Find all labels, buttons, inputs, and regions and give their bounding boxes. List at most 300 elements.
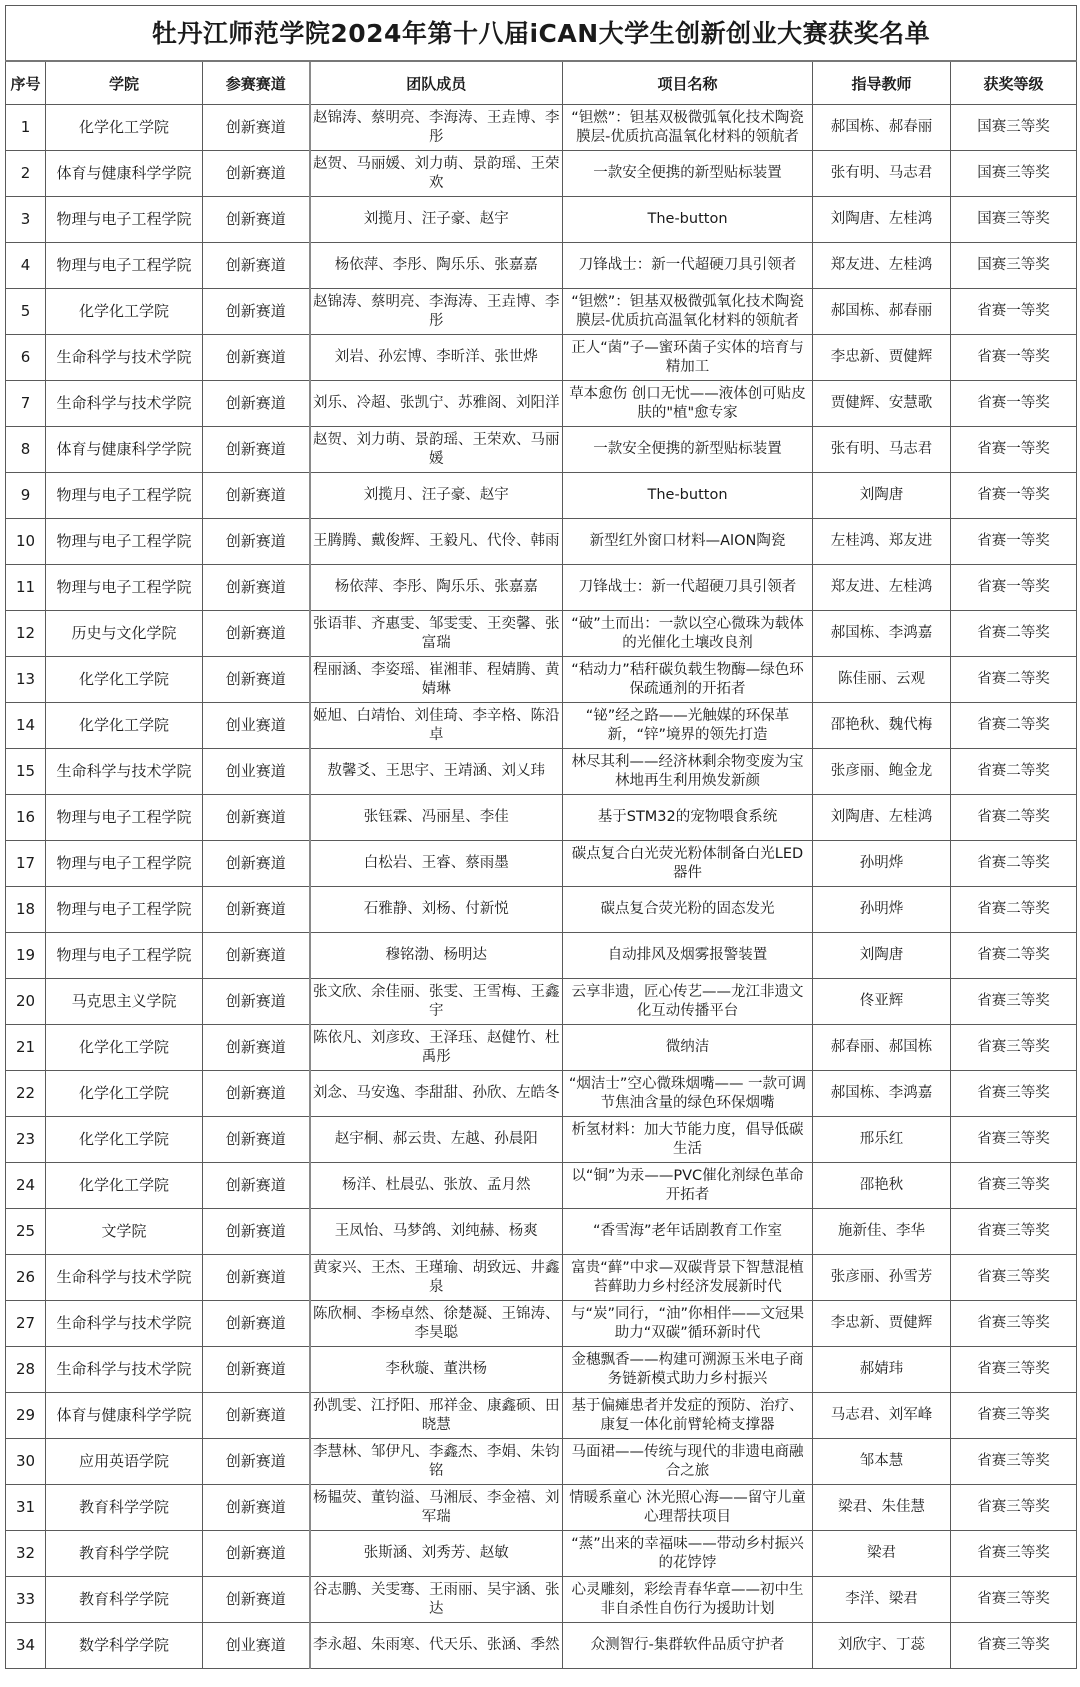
project-text: “蒸”出来的幸福味——带动乡村振兴的花饽饽 [571, 1535, 804, 1571]
cell-school: 生命科学与技术学院 [46, 1347, 203, 1393]
cell-advisor: 郝国栋、李鸿嘉 [813, 1071, 951, 1117]
cell-advisor: 陈佳丽、云观 [813, 657, 951, 703]
cell-project [563, 933, 813, 979]
cell-advisor: 郝春丽、郝国栋 [813, 1025, 951, 1071]
cell-no: 29 [6, 1393, 46, 1439]
cell-members [310, 473, 563, 519]
cell-advisor: 左桂鸿、郑友进 [813, 519, 951, 565]
project-text: 林尽其利——经济林剩余物变废为宝 林地再生利用焕发新颜 [571, 753, 804, 789]
header-advisor: 指导教师 [813, 61, 951, 105]
members-text: 张斯涵、刘秀芳、赵敏 [363, 1545, 509, 1561]
cell-no: 16 [6, 795, 46, 841]
cell-no: 9 [6, 473, 46, 519]
cell-members [310, 1209, 563, 1255]
members-text: 李秋璇、董洪杨 [385, 1361, 487, 1377]
cell-award: 省赛一等奖 [951, 381, 1077, 427]
cell-track: 创新赛道 [203, 105, 310, 151]
cell-award: 省赛一等奖 [951, 473, 1077, 519]
cell-project [563, 197, 813, 243]
cell-advisor: 邵艳秋 [813, 1163, 951, 1209]
cell-award: 省赛二等奖 [951, 657, 1077, 703]
cell-members [310, 519, 563, 565]
cell-track: 创新赛道 [203, 243, 310, 289]
members-text: 刘岩、孙宏博、李昕洋、张世烨 [334, 349, 538, 365]
cell-award: 省赛二等奖 [951, 933, 1077, 979]
cell-no: 7 [6, 381, 46, 427]
members-text: 刘揽月、汪子豪、赵宇 [363, 487, 509, 503]
cell-no: 34 [6, 1623, 46, 1669]
cell-members [310, 243, 563, 289]
cell-members [310, 289, 563, 335]
cell-no: 24 [6, 1163, 46, 1209]
cell-project [563, 795, 813, 841]
cell-advisor: 邵艳秋、魏代梅 [813, 703, 951, 749]
cell-members [310, 703, 563, 749]
project-text: 心灵雕刻，彩绘青春华章——初中生非自杀性自伤行为援助计划 [571, 1581, 804, 1617]
cell-members [310, 1117, 563, 1163]
members-text: 程丽涵、李姿瑶、崔湘菲、程婧腾、黄婧琳 [313, 661, 560, 697]
cell-track: 创业赛道 [203, 1623, 310, 1669]
cell-school: 生命科学与技术学院 [46, 381, 203, 427]
cell-project [563, 519, 813, 565]
cell-school: 物理与电子工程学院 [46, 841, 203, 887]
cell-school: 应用英语学院 [46, 1439, 203, 1485]
cell-members [310, 1393, 563, 1439]
cell-no: 1 [6, 105, 46, 151]
cell-school: 物理与电子工程学院 [46, 933, 203, 979]
cell-no: 10 [6, 519, 46, 565]
cell-award: 国赛三等奖 [951, 197, 1077, 243]
table-row [6, 1209, 1077, 1255]
cell-no: 26 [6, 1255, 46, 1301]
cell-school: 物理与电子工程学院 [46, 243, 203, 289]
table-row [6, 1071, 1077, 1117]
cell-track: 创新赛道 [203, 841, 310, 887]
cell-no: 11 [6, 565, 46, 611]
cell-school: 物理与电子工程学院 [46, 795, 203, 841]
members-text: 黄家兴、王杰、王瑾瑜、胡致远、井鑫泉 [313, 1259, 560, 1295]
cell-no: 14 [6, 703, 46, 749]
cell-advisor: 佟亚辉 [813, 979, 951, 1025]
table-row [6, 657, 1077, 703]
cell-school: 物理与电子工程学院 [46, 519, 203, 565]
cell-award: 省赛三等奖 [951, 1163, 1077, 1209]
table-row [6, 1623, 1077, 1669]
cell-advisor: 梁君 [813, 1531, 951, 1577]
project-text: 金穗飘香——构建可溯源玉米电子商务链新模式助力乡村振兴 [571, 1351, 804, 1387]
members-text: 赵宇桐、郝云贵、左越、孙晨阳 [334, 1131, 538, 1147]
cell-track: 创业赛道 [203, 749, 310, 795]
table-body [6, 105, 1077, 1669]
project-text: “铋”经之路——光触媒的环保革新，“锌”境界的领先打造 [585, 707, 790, 743]
table-row [6, 795, 1077, 841]
cell-members [310, 1485, 563, 1531]
cell-award: 国赛三等奖 [951, 105, 1077, 151]
cell-advisor: 郑友进、左桂鸿 [813, 243, 951, 289]
project-text: 一款安全便携的新型贴标装置 [593, 441, 782, 457]
cell-advisor: 刘陶唐、左桂鸿 [813, 197, 951, 243]
members-text: 刘念、马安逸、李甜甜、孙欣、左皓冬 [313, 1085, 560, 1101]
project-text: 众测智行-集群软件品质守护者 [590, 1637, 785, 1653]
cell-track: 创新赛道 [203, 887, 310, 933]
cell-no: 22 [6, 1071, 46, 1117]
table-row [6, 1347, 1077, 1393]
members-text: 李永超、朱雨寒、代天乐、张涵、季然 [313, 1637, 560, 1653]
cell-track: 创新赛道 [203, 1347, 310, 1393]
cell-track: 创新赛道 [203, 1071, 310, 1117]
cell-members [310, 1531, 563, 1577]
cell-no: 15 [6, 749, 46, 795]
cell-award: 省赛二等奖 [951, 703, 1077, 749]
cell-award: 省赛三等奖 [951, 1025, 1077, 1071]
cell-members [310, 335, 563, 381]
cell-members [310, 1255, 563, 1301]
cell-school: 物理与电子工程学院 [46, 473, 203, 519]
cell-no: 27 [6, 1301, 46, 1347]
cell-track: 创新赛道 [203, 381, 310, 427]
cell-members [310, 795, 563, 841]
header-school: 学院 [46, 61, 203, 105]
members-text: 敖馨爻、王思宇、王靖涵、刘乂玮 [327, 763, 545, 779]
cell-no: 17 [6, 841, 46, 887]
cell-members [310, 887, 563, 933]
cell-project [563, 151, 813, 197]
cell-track: 创新赛道 [203, 1577, 310, 1623]
header-award: 获奖等级 [951, 61, 1077, 105]
cell-track: 创新赛道 [203, 565, 310, 611]
cell-advisor: 张彦丽、鲍金龙 [813, 749, 951, 795]
cell-award: 省赛三等奖 [951, 1439, 1077, 1485]
cell-project [563, 703, 813, 749]
cell-project [563, 1485, 813, 1531]
cell-no: 19 [6, 933, 46, 979]
members-text: 杨依萍、李彤、陶乐乐、张嘉嘉 [334, 579, 538, 595]
cell-school: 物理与电子工程学院 [46, 197, 203, 243]
cell-advisor: 郝国栋、郝春丽 [813, 105, 951, 151]
cell-school: 马克思主义学院 [46, 979, 203, 1025]
cell-project [563, 427, 813, 473]
cell-members [310, 1439, 563, 1485]
table-row [6, 841, 1077, 887]
cell-track: 创新赛道 [203, 979, 310, 1025]
document-title: 牡丹江师范学院2024年第十八届iCAN大学生创新创业大赛获奖名单 [6, 6, 1077, 62]
project-text: 云享非遗，匠心传艺——龙江非遗文化互动传播平台 [571, 983, 804, 1019]
table-row [6, 1255, 1077, 1301]
cell-members [310, 197, 563, 243]
cell-school: 教育科学学院 [46, 1485, 203, 1531]
title-row [6, 6, 1077, 62]
members-text: 赵贺、刘力萌、景韵瑶、王荣欢、马丽媛 [313, 431, 560, 467]
cell-no: 32 [6, 1531, 46, 1577]
cell-award: 省赛一等奖 [951, 519, 1077, 565]
cell-track: 创新赛道 [203, 151, 310, 197]
table-row [6, 1439, 1077, 1485]
table-row [6, 427, 1077, 473]
cell-advisor: 施新佳、李华 [813, 1209, 951, 1255]
members-text: 杨依萍、李彤、陶乐乐、张嘉嘉 [334, 257, 538, 273]
cell-members [310, 933, 563, 979]
cell-members [310, 1301, 563, 1347]
cell-advisor: 邹本慧 [813, 1439, 951, 1485]
table-row [6, 243, 1077, 289]
project-text: “钽燃”：钽基双极微弧氧化技术陶瓷膜层-优质抗高温氧化材料的领航者 [571, 109, 804, 145]
cell-track: 创业赛道 [203, 703, 310, 749]
project-text: “钽燃”：钽基双极微弧氧化技术陶瓷膜层-优质抗高温氧化材料的领航者 [571, 293, 804, 329]
members-text: 杨洋、杜晨弘、张放、孟月然 [342, 1177, 531, 1193]
cell-members [310, 151, 563, 197]
members-text: 陈依凡、刘彦玫、王泽珏、赵健竹、杜禹彤 [313, 1029, 560, 1065]
cell-award: 省赛二等奖 [951, 611, 1077, 657]
table-row [6, 1531, 1077, 1577]
cell-school: 化学化工学院 [46, 105, 203, 151]
cell-advisor: 刘陶唐 [813, 473, 951, 519]
cell-track: 创新赛道 [203, 1531, 310, 1577]
cell-award: 省赛一等奖 [951, 289, 1077, 335]
cell-track: 创新赛道 [203, 933, 310, 979]
cell-no: 30 [6, 1439, 46, 1485]
members-text: 姬旭、白靖怡、刘佳琦、李辛格、陈沿卓 [313, 707, 560, 743]
cell-project [563, 1623, 813, 1669]
cell-award: 省赛三等奖 [951, 1485, 1077, 1531]
cell-advisor: 刘陶唐、左桂鸿 [813, 795, 951, 841]
cell-advisor: 孙明烨 [813, 841, 951, 887]
cell-no: 2 [6, 151, 46, 197]
table-row [6, 473, 1077, 519]
project-text: 刀锋战士：新一代超硬刀具引领者 [578, 579, 797, 595]
project-text: “破”土而出：一款以空心微珠为载体的光催化土壤改良剂 [571, 615, 804, 651]
cell-advisor: 张有明、马志君 [813, 427, 951, 473]
cell-project [563, 611, 813, 657]
cell-members [310, 105, 563, 151]
cell-project [563, 1531, 813, 1577]
cell-no: 6 [6, 335, 46, 381]
cell-award: 省赛二等奖 [951, 887, 1077, 933]
header-members: 团队成员 [310, 61, 563, 105]
members-text: 王凤怡、马梦鸽、刘纯赫、杨爽 [334, 1223, 538, 1239]
cell-award: 省赛二等奖 [951, 841, 1077, 887]
cell-members [310, 749, 563, 795]
project-text: “秸动力”秸秆碳负载生物酶—绿色环保疏通剂的开拓者 [571, 661, 804, 697]
cell-advisor: 李忠新、贾健辉 [813, 1301, 951, 1347]
cell-no: 3 [6, 197, 46, 243]
project-text: 与“炭”同行，“油”你相伴——文冠果助力“双碳”循环新时代 [570, 1305, 805, 1341]
cell-school: 物理与电子工程学院 [46, 565, 203, 611]
cell-school: 化学化工学院 [46, 657, 203, 703]
cell-school: 数学科学学院 [46, 1623, 203, 1669]
cell-no: 23 [6, 1117, 46, 1163]
table-row [6, 1485, 1077, 1531]
cell-members [310, 1347, 563, 1393]
table-row [6, 979, 1077, 1025]
cell-school: 教育科学学院 [46, 1531, 203, 1577]
cell-track: 创新赛道 [203, 611, 310, 657]
cell-advisor: 张彦丽、孙雪芳 [813, 1255, 951, 1301]
cell-project [563, 887, 813, 933]
cell-track: 创新赛道 [203, 1209, 310, 1255]
cell-members [310, 1163, 563, 1209]
cell-track: 创新赛道 [203, 197, 310, 243]
project-text: 刀锋战士：新一代超硬刀具引领者 [578, 257, 797, 273]
cell-award: 省赛一等奖 [951, 565, 1077, 611]
members-text: 李慧林、邹伊凡、李鑫杰、李娟、朱钧铭 [313, 1443, 560, 1479]
cell-members [310, 1025, 563, 1071]
cell-project [563, 1163, 813, 1209]
cell-no: 5 [6, 289, 46, 335]
cell-track: 创新赛道 [203, 289, 310, 335]
project-text: 马面裙——传统与现代的非遗电商融合之旅 [571, 1443, 804, 1479]
cell-school: 历史与文化学院 [46, 611, 203, 657]
cell-school: 化学化工学院 [46, 1071, 203, 1117]
table-row [6, 197, 1077, 243]
cell-award: 省赛三等奖 [951, 1301, 1077, 1347]
cell-award: 省赛三等奖 [951, 1071, 1077, 1117]
cell-advisor: 李洋、梁君 [813, 1577, 951, 1623]
cell-track: 创新赛道 [203, 1485, 310, 1531]
cell-no: 33 [6, 1577, 46, 1623]
project-text: 碳点复合白光荧光粉体制备白光LED器件 [571, 845, 804, 881]
cell-school: 生命科学与技术学院 [46, 749, 203, 795]
cell-school: 生命科学与技术学院 [46, 1255, 203, 1301]
members-text: 王腾腾、戴俊辉、王毅凡、代伶、韩雨 [313, 533, 560, 549]
cell-advisor: 李忠新、贾健辉 [813, 335, 951, 381]
cell-no: 13 [6, 657, 46, 703]
table-row [6, 1163, 1077, 1209]
cell-award: 省赛三等奖 [951, 1393, 1077, 1439]
members-text: 陈欣桐、李杨卓然、徐楚凝、王锦涛、李昊聪 [313, 1305, 560, 1341]
members-text: 白松岩、王睿、蔡雨墨 [363, 855, 509, 871]
table-row [6, 1301, 1077, 1347]
project-text: “烟洁士”空心微珠烟嘴—— 一款可调节焦油含量的绿色环保烟嘴 [568, 1075, 807, 1111]
project-text: “香雪海”老年话剧教育工作室 [592, 1223, 783, 1239]
cell-project [563, 1301, 813, 1347]
cell-project [563, 657, 813, 703]
cell-members [310, 841, 563, 887]
cell-project [563, 565, 813, 611]
header-no: 序号 [6, 61, 46, 105]
table-row [6, 289, 1077, 335]
table-row [6, 749, 1077, 795]
members-text: 刘揽月、汪子豪、赵宇 [363, 211, 509, 227]
cell-school: 生命科学与技术学院 [46, 1301, 203, 1347]
cell-advisor: 郝国栋、郝春丽 [813, 289, 951, 335]
table-row [6, 565, 1077, 611]
cell-project [563, 1347, 813, 1393]
cell-award: 省赛一等奖 [951, 427, 1077, 473]
project-text: 基于STM32的宠物喂食系统 [597, 809, 778, 825]
cell-award: 省赛三等奖 [951, 1209, 1077, 1255]
project-text: 富贵“藓”中求—双碳背景下智慧混植苔藓助力乡村经济发展新时代 [571, 1259, 804, 1295]
members-text: 张语菲、齐惠雯、邹雯雯、王奕馨、张富瑞 [313, 615, 560, 651]
table-row [6, 335, 1077, 381]
cell-no: 20 [6, 979, 46, 1025]
project-text: 析氢材料：加大节能力度，倡导低碳生活 [571, 1121, 804, 1157]
cell-school: 体育与健康科学学院 [46, 427, 203, 473]
cell-track: 创新赛道 [203, 1163, 310, 1209]
cell-members [310, 1577, 563, 1623]
cell-advisor: 郑友进、左桂鸿 [813, 565, 951, 611]
header-project: 项目名称 [563, 61, 813, 105]
cell-members [310, 979, 563, 1025]
members-text: 张钰霖、冯丽星、李佳 [363, 809, 509, 825]
members-text: 谷志鹏、关雯骞、王雨丽、吴宇涵、张达 [313, 1581, 560, 1617]
cell-project [563, 1577, 813, 1623]
cell-project [563, 749, 813, 795]
project-text: 碳点复合荧光粉的固态发光 [600, 901, 775, 917]
cell-advisor: 郝婧玮 [813, 1347, 951, 1393]
cell-project [563, 1117, 813, 1163]
cell-no: 12 [6, 611, 46, 657]
table-row [6, 381, 1077, 427]
cell-project [563, 1025, 813, 1071]
cell-school: 体育与健康科学学院 [46, 151, 203, 197]
cell-project [563, 1071, 813, 1117]
cell-project [563, 289, 813, 335]
cell-members [310, 427, 563, 473]
project-text: 自动排风及烟雾报警装置 [607, 947, 768, 963]
cell-no: 4 [6, 243, 46, 289]
cell-no: 25 [6, 1209, 46, 1255]
cell-no: 21 [6, 1025, 46, 1071]
cell-advisor: 孙明烨 [813, 887, 951, 933]
project-text: 以“铜”为汞——PVC催化剂绿色革命开拓者 [571, 1167, 804, 1203]
cell-track: 创新赛道 [203, 795, 310, 841]
cell-project [563, 243, 813, 289]
cell-award: 省赛三等奖 [951, 979, 1077, 1025]
cell-track: 创新赛道 [203, 1025, 310, 1071]
cell-members [310, 565, 563, 611]
cell-school: 文学院 [46, 1209, 203, 1255]
cell-members [310, 381, 563, 427]
cell-school: 体育与健康科学学院 [46, 1393, 203, 1439]
cell-track: 创新赛道 [203, 657, 310, 703]
cell-no: 31 [6, 1485, 46, 1531]
cell-school: 化学化工学院 [46, 1163, 203, 1209]
members-text: 穆铭渤、杨明达 [385, 947, 487, 963]
cell-advisor: 邢乐红 [813, 1117, 951, 1163]
cell-school: 化学化工学院 [46, 1117, 203, 1163]
cell-advisor: 张有明、马志君 [813, 151, 951, 197]
cell-award: 省赛三等奖 [951, 1623, 1077, 1669]
cell-track: 创新赛道 [203, 1117, 310, 1163]
table-row [6, 1117, 1077, 1163]
cell-members [310, 1623, 563, 1669]
cell-members [310, 657, 563, 703]
cell-project [563, 473, 813, 519]
table-row [6, 105, 1077, 151]
cell-school: 化学化工学院 [46, 289, 203, 335]
cell-school: 生命科学与技术学院 [46, 335, 203, 381]
cell-advisor: 梁君、朱佳慧 [813, 1485, 951, 1531]
project-text: The-button [647, 211, 728, 227]
cell-track: 创新赛道 [203, 335, 310, 381]
cell-project [563, 335, 813, 381]
header-track: 参赛赛道 [203, 61, 310, 105]
project-text: 微纳洁 [665, 1039, 710, 1055]
cell-award: 省赛三等奖 [951, 1117, 1077, 1163]
project-text: 情暖系童心 沐光照心海——留守儿童心理帮扶项目 [569, 1489, 806, 1525]
header-row [6, 61, 1077, 105]
award-list-document [5, 5, 1076, 1669]
cell-advisor: 贾健辉、安慧歌 [813, 381, 951, 427]
table-row [6, 887, 1077, 933]
members-text: 赵锦涛、蔡明亮、李海涛、王垚博、李彤 [313, 293, 560, 329]
cell-project [563, 841, 813, 887]
cell-advisor: 马志君、刘军峰 [813, 1393, 951, 1439]
cell-track: 创新赛道 [203, 473, 310, 519]
members-text: 刘乐、冷超、张凯宁、苏雅阁、刘阳洋 [313, 395, 560, 411]
table-row [6, 519, 1077, 565]
project-text: 草本愈伤 创口无忧——液体创可贴皮肤的"植"愈专家 [569, 385, 806, 421]
